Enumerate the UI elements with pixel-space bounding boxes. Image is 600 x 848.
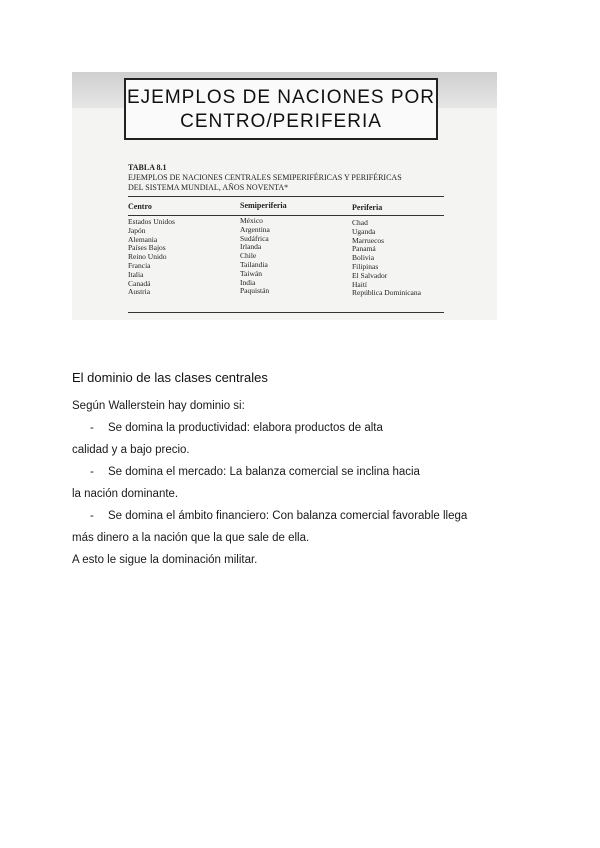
bullet-dash: - <box>90 466 94 478</box>
list-item: Países Bajos <box>128 243 166 253</box>
list-item: Sudáfrica <box>240 233 269 243</box>
list-item: Filipinas <box>352 261 379 271</box>
list-item: Tailandia <box>240 259 268 269</box>
scanned-table-figure <box>72 72 497 320</box>
column-header: Periferia <box>352 203 383 212</box>
list-item: Francia <box>128 260 151 270</box>
bullet-continuation: más dinero a la nación que la que sale de ella. <box>72 532 310 544</box>
list-item: Argentina <box>240 224 270 234</box>
list-item: Uganda <box>352 226 376 236</box>
bullet-mercado <box>90 466 420 478</box>
column-header: Semiperiferia <box>240 201 287 210</box>
table-title-line-1: EJEMPLOS DE NACIONES CENTRALES SEMIPERIFÉRICAS Y PERIFÉRICAS <box>128 173 402 182</box>
bullet-text: Se domina la productividad: elabora productos de alta <box>108 422 383 434</box>
list-item: India <box>240 277 256 287</box>
figure-title-line-2: CENTRO/PERIFERIA <box>180 111 382 132</box>
table-bottom-rule <box>128 312 444 313</box>
column-centro <box>128 202 175 297</box>
bullet-continuation: la nación dominante. <box>72 488 179 500</box>
table-top-rule <box>128 196 444 197</box>
list-item: Japón <box>128 225 146 235</box>
closing-line: A esto le sigue la dominación militar. <box>72 554 258 566</box>
list-item: Alemania <box>128 234 158 244</box>
list-item: El Salvador <box>352 270 388 280</box>
list-item: Austria <box>128 287 151 297</box>
list-item: Canadá <box>128 278 151 288</box>
list-item: México <box>240 216 263 225</box>
list-item: Bolivia <box>352 253 375 263</box>
list-item: Irlanda <box>240 242 262 252</box>
bullet-text: Se domina el ámbito financiero: Con balanza comercial favorable llega <box>108 510 468 522</box>
table-title-line-2: DEL SISTEMA MUNDIAL, AÑOS NOVENTA* <box>128 183 289 192</box>
list-item: Chile <box>240 251 257 261</box>
figure-title-line-1: EJEMPLOS DE NACIONES POR <box>126 87 435 108</box>
bullet-continuation: calidad y a bajo precio. <box>72 444 190 456</box>
table-caption <box>128 163 458 193</box>
list-item: Paquistán <box>240 286 270 296</box>
list-item: Taiwán <box>240 268 262 278</box>
bullet-text: Se domina el mercado: La balanza comercial se inclina hacia <box>108 466 420 478</box>
list-item: Panamá <box>352 244 376 254</box>
figure-title-box <box>124 78 438 140</box>
column-header: Centro <box>128 202 152 211</box>
column-semiperiferia <box>240 201 287 296</box>
list-item: Reino Unido <box>128 252 167 262</box>
list-item: Haití <box>352 279 367 289</box>
list-item: Marruecos <box>352 235 385 245</box>
column-periferia <box>352 203 421 298</box>
bullet-financiero <box>90 510 467 522</box>
list-item: Chad <box>352 218 368 227</box>
list-item: Italia <box>128 269 144 279</box>
intro-line: Según Wallerstein hay dominio si: <box>72 400 245 412</box>
list-item: Estados Unidos <box>128 217 175 226</box>
bullet-productividad <box>90 422 383 434</box>
section-title: El dominio de las clases centrales <box>72 370 268 385</box>
bullet-dash: - <box>90 422 94 434</box>
bullet-dash: - <box>90 510 94 522</box>
list-item: República Dominicana <box>352 288 421 298</box>
table-label: TABLA 8.1 <box>128 163 167 172</box>
